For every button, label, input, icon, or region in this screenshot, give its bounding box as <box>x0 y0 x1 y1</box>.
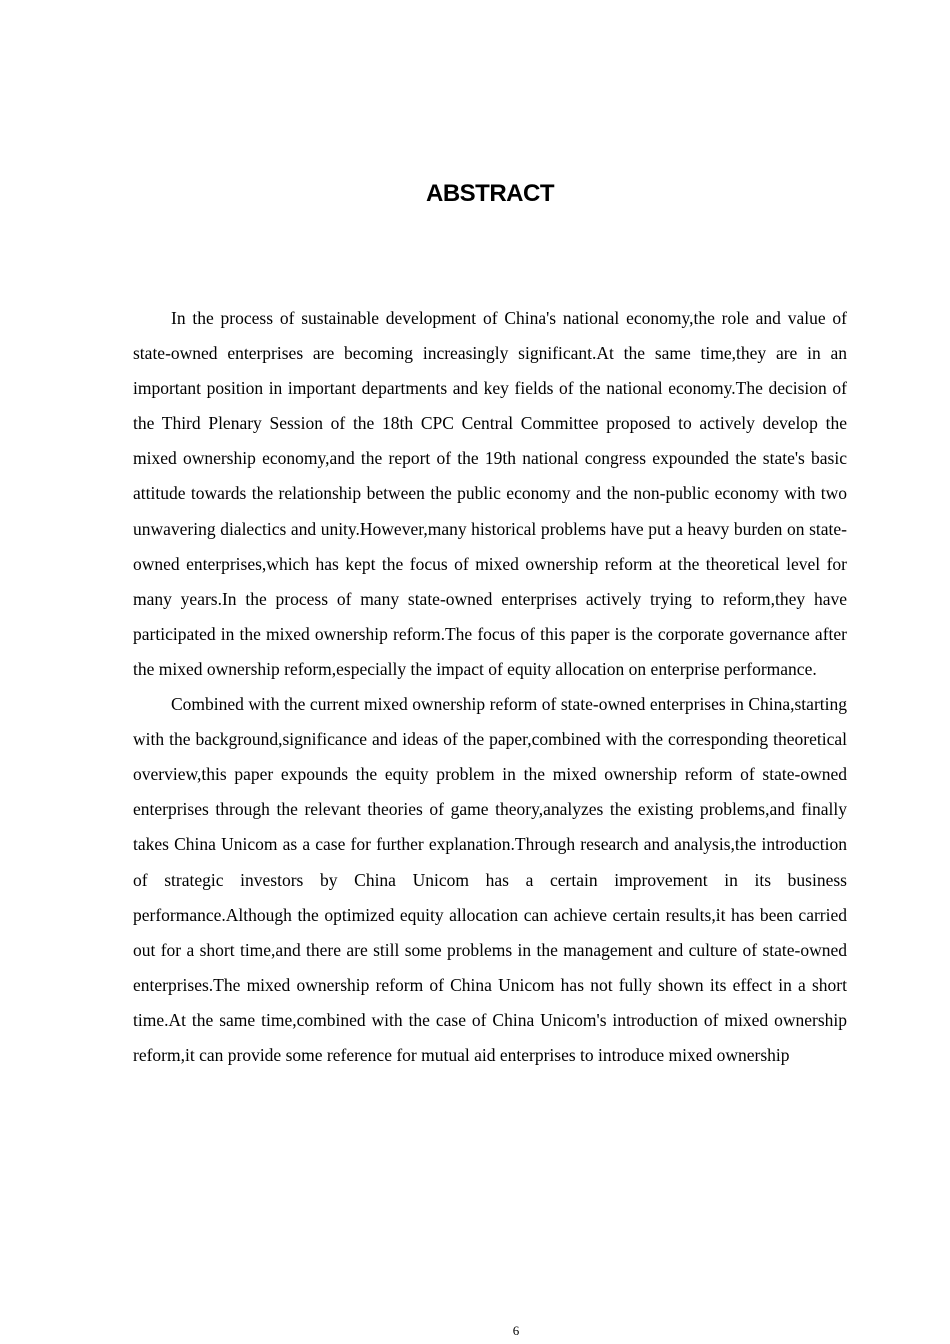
abstract-paragraph-2: Combined with the current mixed ownership reform of state-owned enterprises in China,starting with the background,significance and ideas of the paper,combined with the corresponding theoretical overview,this paper expounds the equity problem in the mixed ownership reform of state-owned enterprises through the relevant theories of game theory,analyzes the existing problems,and finally takes China Unicom as a case for further explanation.Through research and analysis,the introduction of strategic investors by China Unicom has a certain improvement in its business performance.Although the optimized equity allocation can achieve certain results,it has been carried out for a short time,and there are still some problems in the management and culture of state-owned enterprises.The mixed ownership reform of China Unicom has not fully shown its effect in a short time.At the same time,combined with the case of China Unicom's introduction of mixed ownership reform,it can provide some reference for mutual aid enterprises to introduce mixed ownership <box>133 694 847 1065</box>
abstract-body <box>133 301 847 1073</box>
abstract-title: ABSTRACT <box>426 180 554 207</box>
page-number: 6 <box>512 1323 520 1338</box>
abstract-paragraph-1: In the process of sustainable development of China's national economy,the role and value of state-owned enterprises are becoming increasingly significant.At the same time,they are in an important position in important departments and key fields of the national economy.The decision of the Third Plenary Session of the 18th CPC Central Committee proposed to actively develop the mixed ownership economy,and the report of the 19th national congress expounded the state's basic attitude towards the relationship between the public economy and the non-public economy with two unwavering dialectics and unity.However,many historical problems have put a heavy burden on state-owned enterprises,which has kept the focus of mixed ownership reform at the theoretical level for many years.In the process of many state-owned enterprises actively trying to reform,they have participated in the mixed ownership reform.The focus of this paper is the corporate governance after the mixed ownership reform,especially the impact of equity allocation on enterprise performance. <box>133 308 847 679</box>
